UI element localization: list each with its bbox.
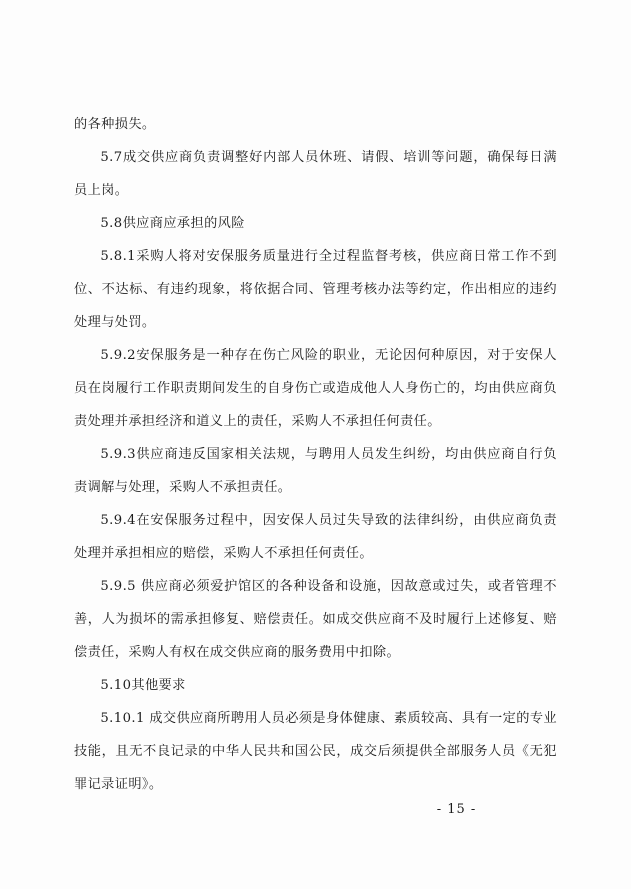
paragraph-5-9-2: 5.9.2安保服务是一种存在伤亡风险的职业，无论因何种原因，对于安保人员在岗履行工作职责期间发生的自身伤亡或造成他人人身伤亡的，均由供应商负责处理并承担经济和道义上的责任，采购人不承担任何责任。 xyxy=(74,348,557,429)
paragraph-5-8-1: 5.8.1采购人将对安保服务质量进行全过程监督考核，供应商日常工作不到位、不达标、有违约现象，将依据合同、管理考核办法等约定，作出相应的违约处理与处罚。 xyxy=(74,249,557,330)
paragraph-5-7: 5.7成交供应商负责调整好内部人员休班、请假、培训等问题，确保每日满员上岗。 xyxy=(74,150,557,198)
paragraph-continuation: 的各种损失。 xyxy=(74,117,156,132)
paragraph-5-9-4: 5.9.4在安保服务过程中，因安保人员过失导致的法律纠纷，由供应商负责处理并承担相应的赔偿，采购人不承担任何责任。 xyxy=(74,513,557,561)
paragraph-5-10-1: 5.10.1 成交供应商所聘用人员必须是身体健康、素质较高、具有一定的专业技能，且无不良记录的中华人民共和国公民，成交后须提供全部服务人员《无犯罪记录证明》。 xyxy=(74,711,557,792)
document-body xyxy=(74,108,557,801)
paragraph-5-9-5: 5.9.5 供应商必须爱护馆区的各种设备和设施，因故意或过失，或者管理不善，人为损坏的需承担修复、赔偿责任。如成交供应商不及时履行上述修复、赔偿责任，采购人有权在成交供应商的服务费用中扣除。 xyxy=(74,579,557,660)
page-number xyxy=(0,802,631,817)
paragraph-5-10: 5.10其他要求 xyxy=(100,678,186,693)
page-number-label: - 15 - xyxy=(436,802,477,817)
paragraph-5-9-3: 5.9.3供应商违反国家相关法规，与聘用人员发生纠纷，均由供应商自行负责调解与处理，采购人不承担责任。 xyxy=(74,447,557,495)
paragraph-5-8: 5.8供应商应承担的风险 xyxy=(100,216,245,231)
